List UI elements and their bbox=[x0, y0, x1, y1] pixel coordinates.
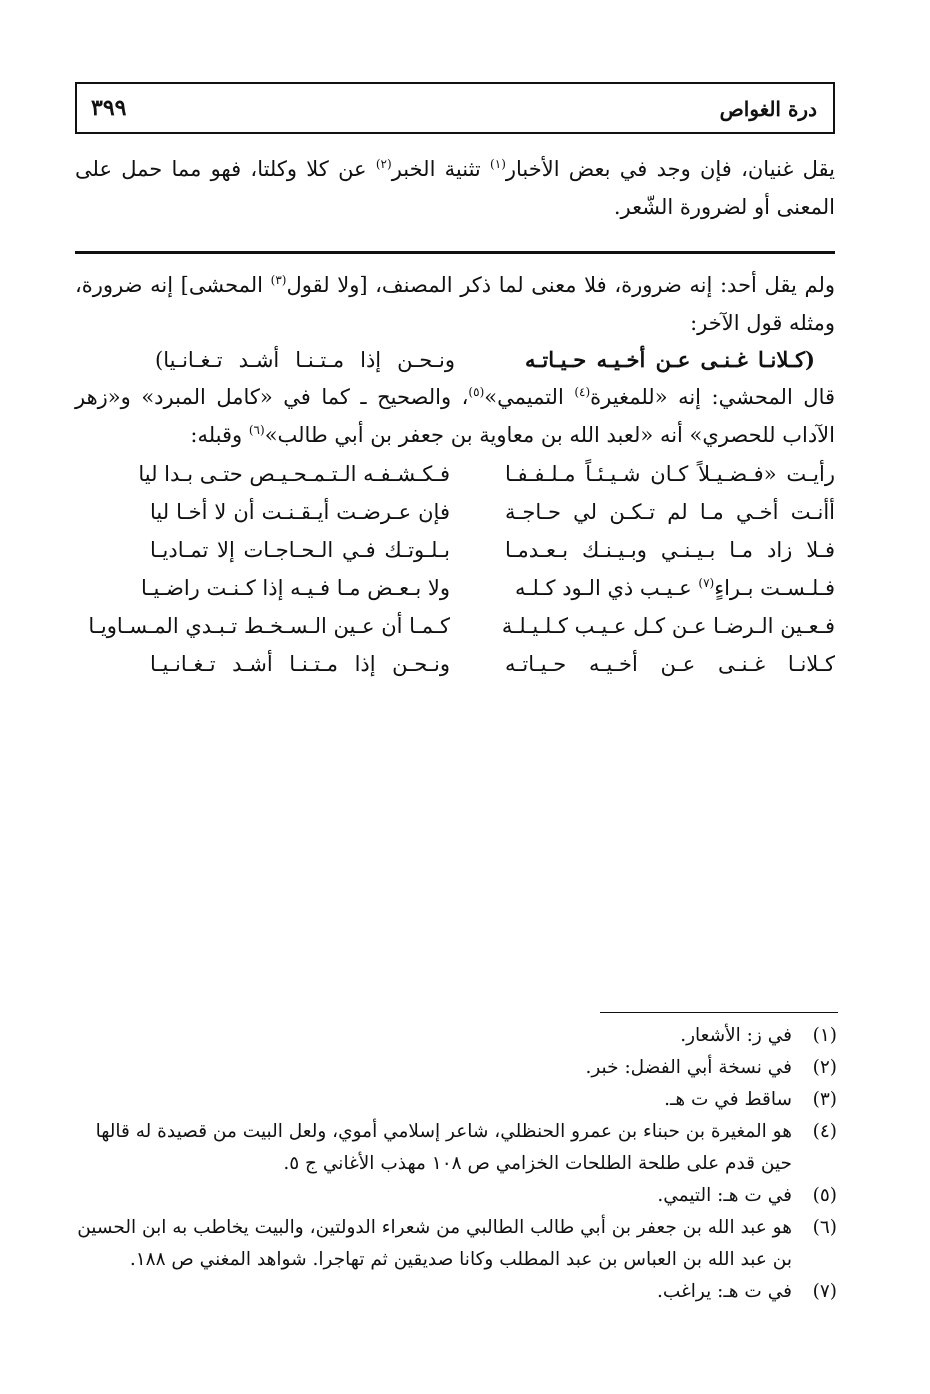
poem-second-hemistich: بـلـوتـك فـي الـحـاجـات إلا تمـاديـا bbox=[150, 538, 450, 562]
footnote bbox=[72, 1212, 837, 1276]
footnote-text: في ت هـ: يراغب. bbox=[657, 1281, 792, 1302]
poem-second-hemistich: فـكـشـفـه الـتـمـحـيـص حتـى بـدا ليا bbox=[138, 462, 450, 486]
footnote bbox=[72, 1276, 837, 1308]
footnote-text: في ت هـ: التيمي. bbox=[657, 1185, 792, 1206]
main-text-part2: تثنية الخبر bbox=[391, 157, 491, 181]
commentary-part1: ولم يقل أحد: إنه ضرورة، فلا معنى لما ذكر المصنف، [ولا لقول bbox=[286, 273, 836, 297]
commentary-part3: قال المحشي: إنه «للمغيرة bbox=[590, 385, 836, 409]
commentary-part5: ، والصحيح ـ كما في «كامل المبرد» و«زهر الآداب للحصري» أنه «لعبد الله بن معاوية بن جعفر بن أبي طالب» bbox=[75, 385, 835, 447]
footnote-text: هو المغيرة بن حبناء بن عمرو الحنظلي، شاعر إسلامي أموي، ولعل البيت من قصيدة له قالها حين قدم على طلحة الطلحات الخزامي ص ١٠٨ مهذب الأغاني ج ٥. bbox=[95, 1121, 792, 1174]
footnote bbox=[72, 1052, 837, 1084]
main-text-part3: عن كلا وكلتا، فهو مما حمل على المعنى أو لضرورة الشّعر. bbox=[75, 157, 835, 219]
poem-first-hemistich: أأنـت أخـي مـا لم تـكـن لي حـاجـة bbox=[505, 500, 835, 524]
main-text bbox=[75, 150, 835, 226]
poem-second-hemistich: ونـحـن إذا مـتـنـا أشـد تـغـانـيـا bbox=[150, 652, 450, 676]
footnote-ref-4: (٤) bbox=[574, 385, 591, 399]
footnote-ref-2: (٢) bbox=[375, 157, 392, 171]
footnote bbox=[72, 1180, 837, 1212]
poem-second-hemistich: كـمـا أن عـين الـسـخـط تـبـدي المـسـاويـا bbox=[88, 614, 450, 638]
quoted-verse-second: ونـحـن إذا مـتـنـا أشـد تـغـانـيا) bbox=[155, 348, 455, 372]
footnotes bbox=[72, 1020, 837, 1308]
footnote-ref-5: (٥) bbox=[468, 385, 485, 399]
poem-first-hemistich: كـلانـا غـنـى عـن أخـيـه حـيـاتـه bbox=[505, 652, 835, 676]
poem-second-hemistich: فإن عـرضـت أيـقـنـت أن لا أخـا ليا bbox=[150, 500, 450, 524]
footnote-text: هو عبد الله بن جعفر بن أبي طالب الطالبي من شعراء الدولتين، والبيت يخاطب به ابن الحسين بن عبد الله بن العباس بن عبد المطلب وكانا صديقين ثم تهاجرا. شواهد المغني ص ١٨٨. bbox=[77, 1217, 792, 1270]
footnote-number: (٢) bbox=[812, 1057, 837, 1078]
footnote-text: في نسخة أبي الفضل: خبر. bbox=[585, 1057, 792, 1078]
page-number: ٣٩٩ bbox=[91, 95, 127, 121]
footnote-text: في ز: الأشعار. bbox=[680, 1025, 792, 1046]
quoted-verse-first: (كـلانـا غـنـى عـن أخـيـه حـيـاتـه bbox=[525, 347, 815, 372]
footnote-ref-3: (٣) bbox=[270, 273, 287, 287]
footnote-separator bbox=[600, 1012, 838, 1013]
footnote-number: (٧) bbox=[812, 1281, 837, 1302]
footnote-text: ساقط في ت هـ. bbox=[664, 1089, 792, 1110]
poem-first-hemistich: فـعـين الـرضـا عـن كـل عـيـب كـلـيـلـة bbox=[501, 614, 835, 638]
poem-first-hemistich-end: عـيـب ذي الـود كـلـه bbox=[515, 576, 699, 600]
footnote bbox=[72, 1020, 837, 1052]
poem-first-hemistich: فـلا زاد مـا بـيـنـي وبـيـنـك بـعـدمـا bbox=[505, 538, 835, 562]
poem-second-hemistich: ولا بـعـض مـا فـيـه إذا كـنـت راضـيـا bbox=[140, 576, 450, 600]
footnote-number: (٦) bbox=[812, 1217, 837, 1238]
poem-first-hemistich bbox=[505, 570, 835, 606]
commentary-text bbox=[75, 266, 835, 342]
footnote-number: (٤) bbox=[812, 1121, 837, 1142]
footnote bbox=[72, 1116, 837, 1180]
footnote-number: (٥) bbox=[812, 1185, 837, 1206]
section-divider bbox=[75, 251, 835, 254]
footnote-ref-6: (٦) bbox=[248, 423, 265, 437]
footnote-number: (١) bbox=[812, 1025, 837, 1046]
poem-first-hemistich-start: فـلـسـت بـراءٍ bbox=[714, 576, 835, 600]
footnote bbox=[72, 1084, 837, 1116]
header-title: درة الغواص bbox=[719, 97, 817, 121]
commentary-text-2 bbox=[75, 378, 835, 454]
commentary-part6: وقبله: bbox=[190, 423, 249, 447]
main-text-part1: يقل غنيان، فإن وجد في بعض الأخبار bbox=[505, 157, 835, 181]
commentary-part4: التميمي» bbox=[484, 385, 575, 409]
running-header bbox=[75, 82, 835, 134]
commentary-part2: المحشى] إنه ضرورة، ومثله قول الآخر: bbox=[75, 273, 835, 335]
footnote-ref-7: (٧) bbox=[698, 576, 715, 590]
footnote-ref-1: (١) bbox=[490, 157, 506, 171]
poem-first-hemistich: رأيـت «فـضـيـلاً كـان شـيـئـاً مـلـفـفـا bbox=[505, 462, 835, 486]
footnote-number: (٣) bbox=[812, 1089, 837, 1110]
